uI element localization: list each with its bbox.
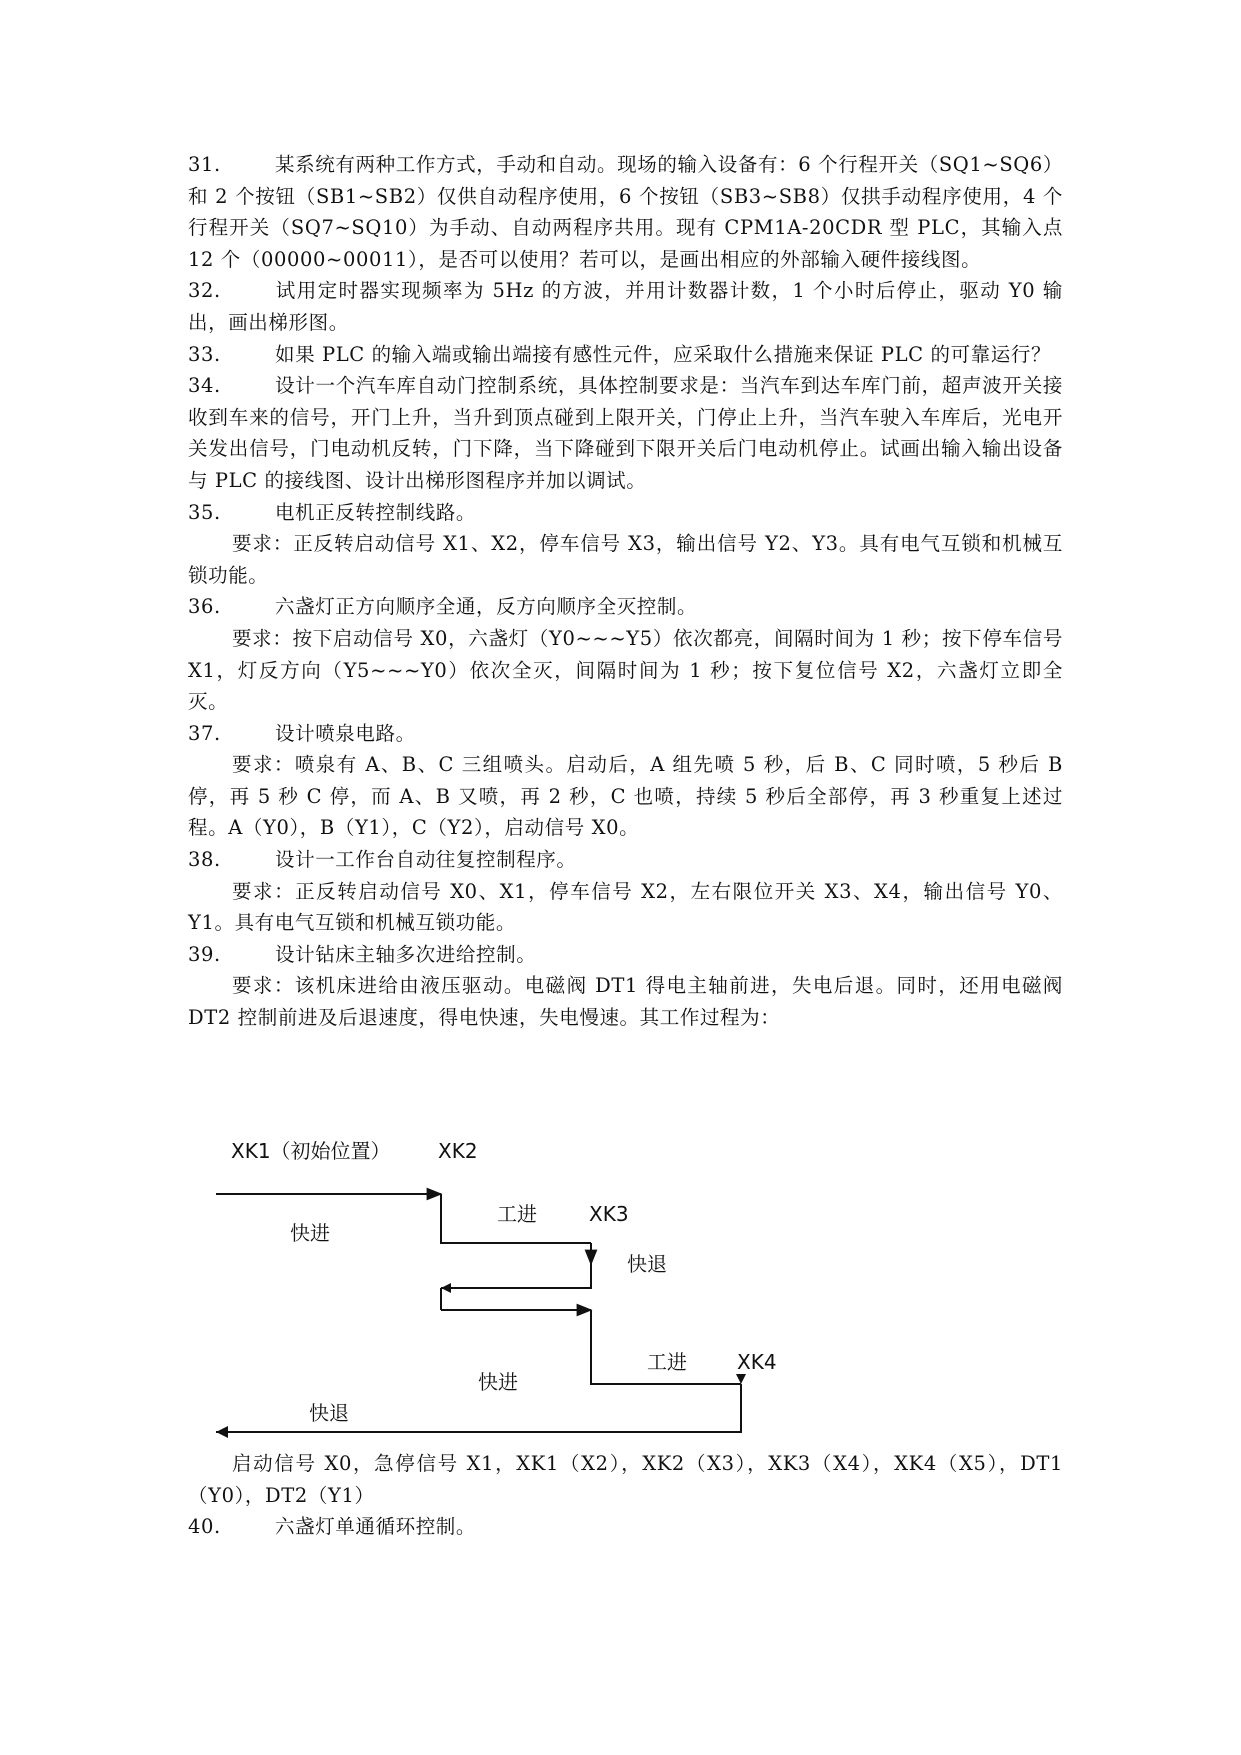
fast-return-arrowhead-2	[216, 1426, 228, 1438]
question-text: 某系统有两种工作方式，手动和自动。现场的输入设备有：6 个行程开关（SQ1~SQ6）和 2 个按钮（SB1~SB2）仅供自动程序使用，6 个按钮（SB3~SB8）仅拱手动程序使用，4 个行程开关（SQ7~SQ10）为手动、自动两程序共用。现有 CPM1A-20CDR 型 PLC，其输入点 12 个（00000~00011），是否可以使用？若可以，是画出相应的外部输入硬件接线图。	[188, 153, 1063, 271]
question-number: 36.	[188, 595, 221, 619]
question-39	[188, 939, 1063, 971]
question-33	[188, 339, 1063, 371]
question-number: 35.	[188, 500, 221, 524]
question-35-requirement: 要求：正反转启动信号 X1、X2，停车信号 X3，输出信号 Y2、Y3。具有电气互锁和机械互锁功能。	[188, 532, 1063, 587]
question-40	[188, 1511, 1063, 1543]
question-number: 31.	[188, 153, 221, 176]
question-number: 39.	[188, 942, 221, 966]
question-number: 38.	[188, 848, 221, 872]
fast-forward-label-1: 快进	[290, 1221, 330, 1245]
after-diagram-text	[188, 1448, 1063, 1543]
fast-return-line-1	[441, 1264, 591, 1288]
work-feed-label-2: 工进	[647, 1350, 687, 1374]
question-number: 34.	[188, 374, 221, 398]
xk3-label: XK3	[589, 1202, 629, 1226]
question-text: 电机正反转控制线路。	[275, 500, 477, 524]
xk1-label: XK1（初始位置）	[231, 1139, 391, 1163]
work-feed-label-1: 工进	[497, 1202, 537, 1226]
question-38-requirement: 要求：正反转启动信号 X0、X1，停车信号 X2，左右限位开关 X3、X4，输出信号 Y0、Y1。具有电气互锁和机械互锁功能。	[188, 879, 1063, 935]
fast-return-label-2: 快退	[309, 1401, 349, 1425]
question-38	[188, 844, 1063, 876]
question-34	[188, 370, 1063, 496]
work-feed-line-1	[441, 1194, 591, 1243]
xk4-label: XK4	[737, 1350, 777, 1374]
fast-return-line-2	[216, 1384, 741, 1432]
signal-mapping: 启动信号 X0，急停信号 X1，XK1（X2），XK2（X3），XK3（X4），XK4（X5），DT1（Y0），DT2（Y1）	[188, 1452, 1063, 1507]
question-39-requirement: 要求：该机床进给由液压驱动。电磁阀 DT1 得电主轴前进，失电后退。同时，还用电磁阀 DT2 控制前进及后退速度，得电快速，失电慢速。其工作过程为：	[188, 974, 1063, 1030]
work-feed-line-2	[591, 1310, 741, 1384]
question-37	[188, 718, 1063, 750]
fast-return-arrowhead-1	[441, 1283, 451, 1293]
question-list	[188, 149, 1063, 1034]
question-text: 试用定时器实现频率为 5Hz 的方波，并用计数器计数，1 个小时后停止，驱动 Y0 输出，画出梯形图。	[188, 279, 1063, 334]
question-number: 32.	[188, 279, 221, 303]
question-text: 六盏灯正方向顺序全通，反方向顺序全灭控制。	[275, 595, 698, 619]
question-35	[188, 497, 1063, 529]
question-31	[188, 149, 1063, 275]
question-number: 37.	[188, 721, 221, 745]
question-36-requirement: 要求：按下启动信号 X0，六盏灯（Y0~~~Y5）依次都亮，间隔时间为 1 秒；按下停车信号 X1，灯反方向（Y5~~~Y0）依次全灭，间隔时间为 1 秒；按下复位信号 X2，六盏灯立即全灭。	[188, 626, 1063, 714]
question-text: 如果 PLC 的输入端或输出端接有感性元件，应采取什么措施来保证 PLC 的可靠运行？	[275, 342, 1052, 366]
work-feed-arrowhead-2	[736, 1374, 746, 1384]
question-text: 设计一个汽车库自动门控制系统，具体控制要求是：当汽车到达车库门前，超声波开关接收到车来的信号，开门上升，当升到顶点碰到上限开关，门停止上升，当汽车驶入车库后，光电开关发出信号，门电动机反转，门下降，当下降碰到下限开关后门电动机停止。试画出输入输出设备与 PLC 的接线图、设计出梯形图程序并加以调试。	[188, 374, 1063, 492]
question-number: 33.	[188, 342, 221, 366]
xk2-label: XK2	[438, 1139, 478, 1163]
question-text: 设计钻床主轴多次进给控制。	[275, 942, 537, 966]
question-number: 40.	[188, 1515, 221, 1539]
question-text: 六盏灯单通循环控制。	[275, 1515, 477, 1539]
fast-forward-label-2: 快进	[478, 1370, 518, 1394]
question-text: 设计一工作台自动往复控制程序。	[275, 848, 577, 872]
question-36	[188, 591, 1063, 623]
question-text: 设计喷泉电路。	[275, 721, 416, 745]
question-37-requirement: 要求：喷泉有 A、B、C 三组喷头。启动后，A 组先喷 5 秒，后 B、C 同时喷，5 秒后 B 停，再 5 秒 C 停，而 A、B 又喷，再 2 秒，C 也喷，持续 5 秒后全部停，再 3 秒重复上述过程。A（Y0），B（Y1），C（Y2），启动信号 X0。	[188, 753, 1063, 840]
question-32	[188, 275, 1063, 338]
fast-return-label-1: 快退	[627, 1252, 667, 1276]
